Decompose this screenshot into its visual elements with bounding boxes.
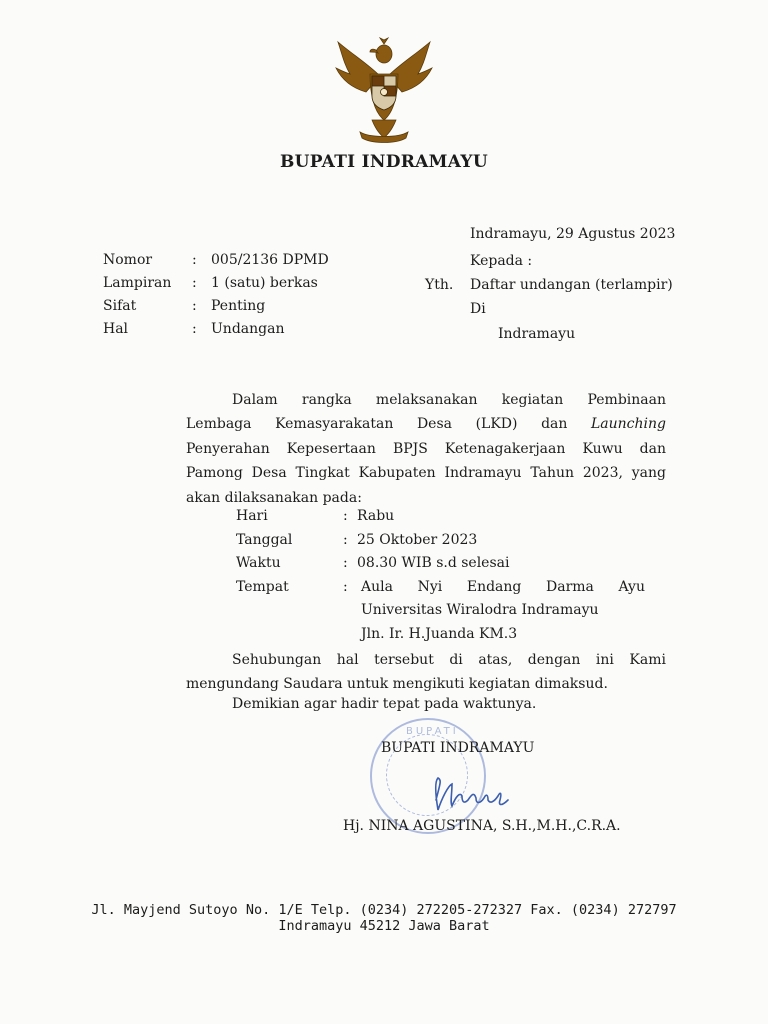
- paragraph-line: Penyerahan Kepesertaan BPJS Ketenagakerjaan Kuwu dan: [186, 440, 666, 457]
- recipient-di: Di: [470, 301, 486, 317]
- meta-colon: :: [192, 298, 197, 314]
- detail-label-tempat: Tempat: [236, 579, 289, 595]
- meta-colon: :: [192, 275, 197, 291]
- recipient-kepada: Kepada :: [470, 253, 533, 269]
- closing-sentence: Demikian agar hadir tepat pada waktunya.: [232, 696, 537, 712]
- meta-value-hal: Undangan: [211, 321, 285, 337]
- paragraph-line: Pamong Desa Tingkat Kabupaten Indramayu Tahun 2023, yang: [186, 465, 666, 482]
- garuda-emblem-icon: [330, 34, 438, 146]
- detail-value-tanggal: 25 Oktober 2023: [357, 532, 478, 548]
- detail-colon: :: [343, 579, 348, 595]
- venue-line-2: Universitas Wiralodra Indramayu: [361, 602, 599, 618]
- paragraph-line-text: Lembaga Kemasyarakatan Desa (LKD) dan: [186, 416, 568, 433]
- paragraph-line: Dalam rangka melaksanakan kegiatan Pembinaan: [232, 392, 666, 408]
- detail-colon: :: [343, 508, 348, 524]
- detail-colon: :: [343, 555, 348, 571]
- detail-value-hari: Rabu: [357, 508, 395, 524]
- detail-colon: :: [343, 532, 348, 548]
- detail-label-hari: Hari: [236, 508, 268, 524]
- paragraph-line: akan dilaksanakan pada:: [186, 489, 362, 506]
- stamp-text: BUPATI: [406, 726, 459, 737]
- paragraph-line: [186, 412, 666, 436]
- meta-label-nomor: Nomor: [103, 252, 153, 268]
- body-paragraph-1: [186, 388, 666, 510]
- meta-colon: :: [192, 321, 197, 337]
- place-date: Indramayu, 29 Agustus 2023: [470, 226, 676, 242]
- meta-colon: :: [192, 252, 197, 268]
- signature-title: BUPATI INDRAMAYU: [381, 740, 535, 756]
- meta-label-sifat: Sifat: [103, 298, 137, 314]
- detail-label-tanggal: Tanggal: [236, 532, 293, 548]
- recipient-name: Daftar undangan (terlampir): [470, 277, 673, 293]
- meta-label-hal: Hal: [103, 321, 129, 337]
- launching-italic: Launching: [591, 416, 666, 433]
- meta-value-lampiran: 1 (satu) berkas: [211, 275, 318, 291]
- detail-value-waktu: 08.30 WIB s.d selesai: [357, 555, 510, 571]
- footer-city: Indramayu 45212 Jawa Barat: [278, 918, 490, 934]
- handwritten-signature-icon: [428, 770, 520, 820]
- recipient-yth: Yth.: [425, 277, 454, 293]
- venue-line-3: Jln. Ir. H.Juanda KM.3: [361, 626, 518, 642]
- paragraph-line: mengundang Saudara untuk mengikuti kegiatan dimaksud.: [186, 676, 608, 693]
- body-paragraph-2: [186, 648, 666, 697]
- detail-label-waktu: Waktu: [236, 555, 281, 571]
- meta-value-sifat: Penting: [211, 298, 266, 314]
- meta-value-nomor: 005/2136 DPMD: [211, 252, 329, 268]
- meta-label-lampiran: Lampiran: [103, 275, 172, 291]
- footer-address: Jl. Mayjend Sutoyo No. 1/E Telp. (0234) 272205-272327 Fax. (0234) 272797: [91, 902, 677, 918]
- detail-value-tempat: Aula Nyi Endang Darma Ayu: [361, 579, 645, 595]
- signatory-name: Hj. NINA AGUSTINA, S.H.,M.H.,C.R.A.: [343, 818, 621, 834]
- letterhead-title: BUPATI INDRAMAYU: [280, 152, 488, 172]
- paragraph-line: Sehubungan hal tersebut di atas, dengan ini Kami: [232, 652, 666, 668]
- recipient-place: Indramayu: [498, 326, 576, 342]
